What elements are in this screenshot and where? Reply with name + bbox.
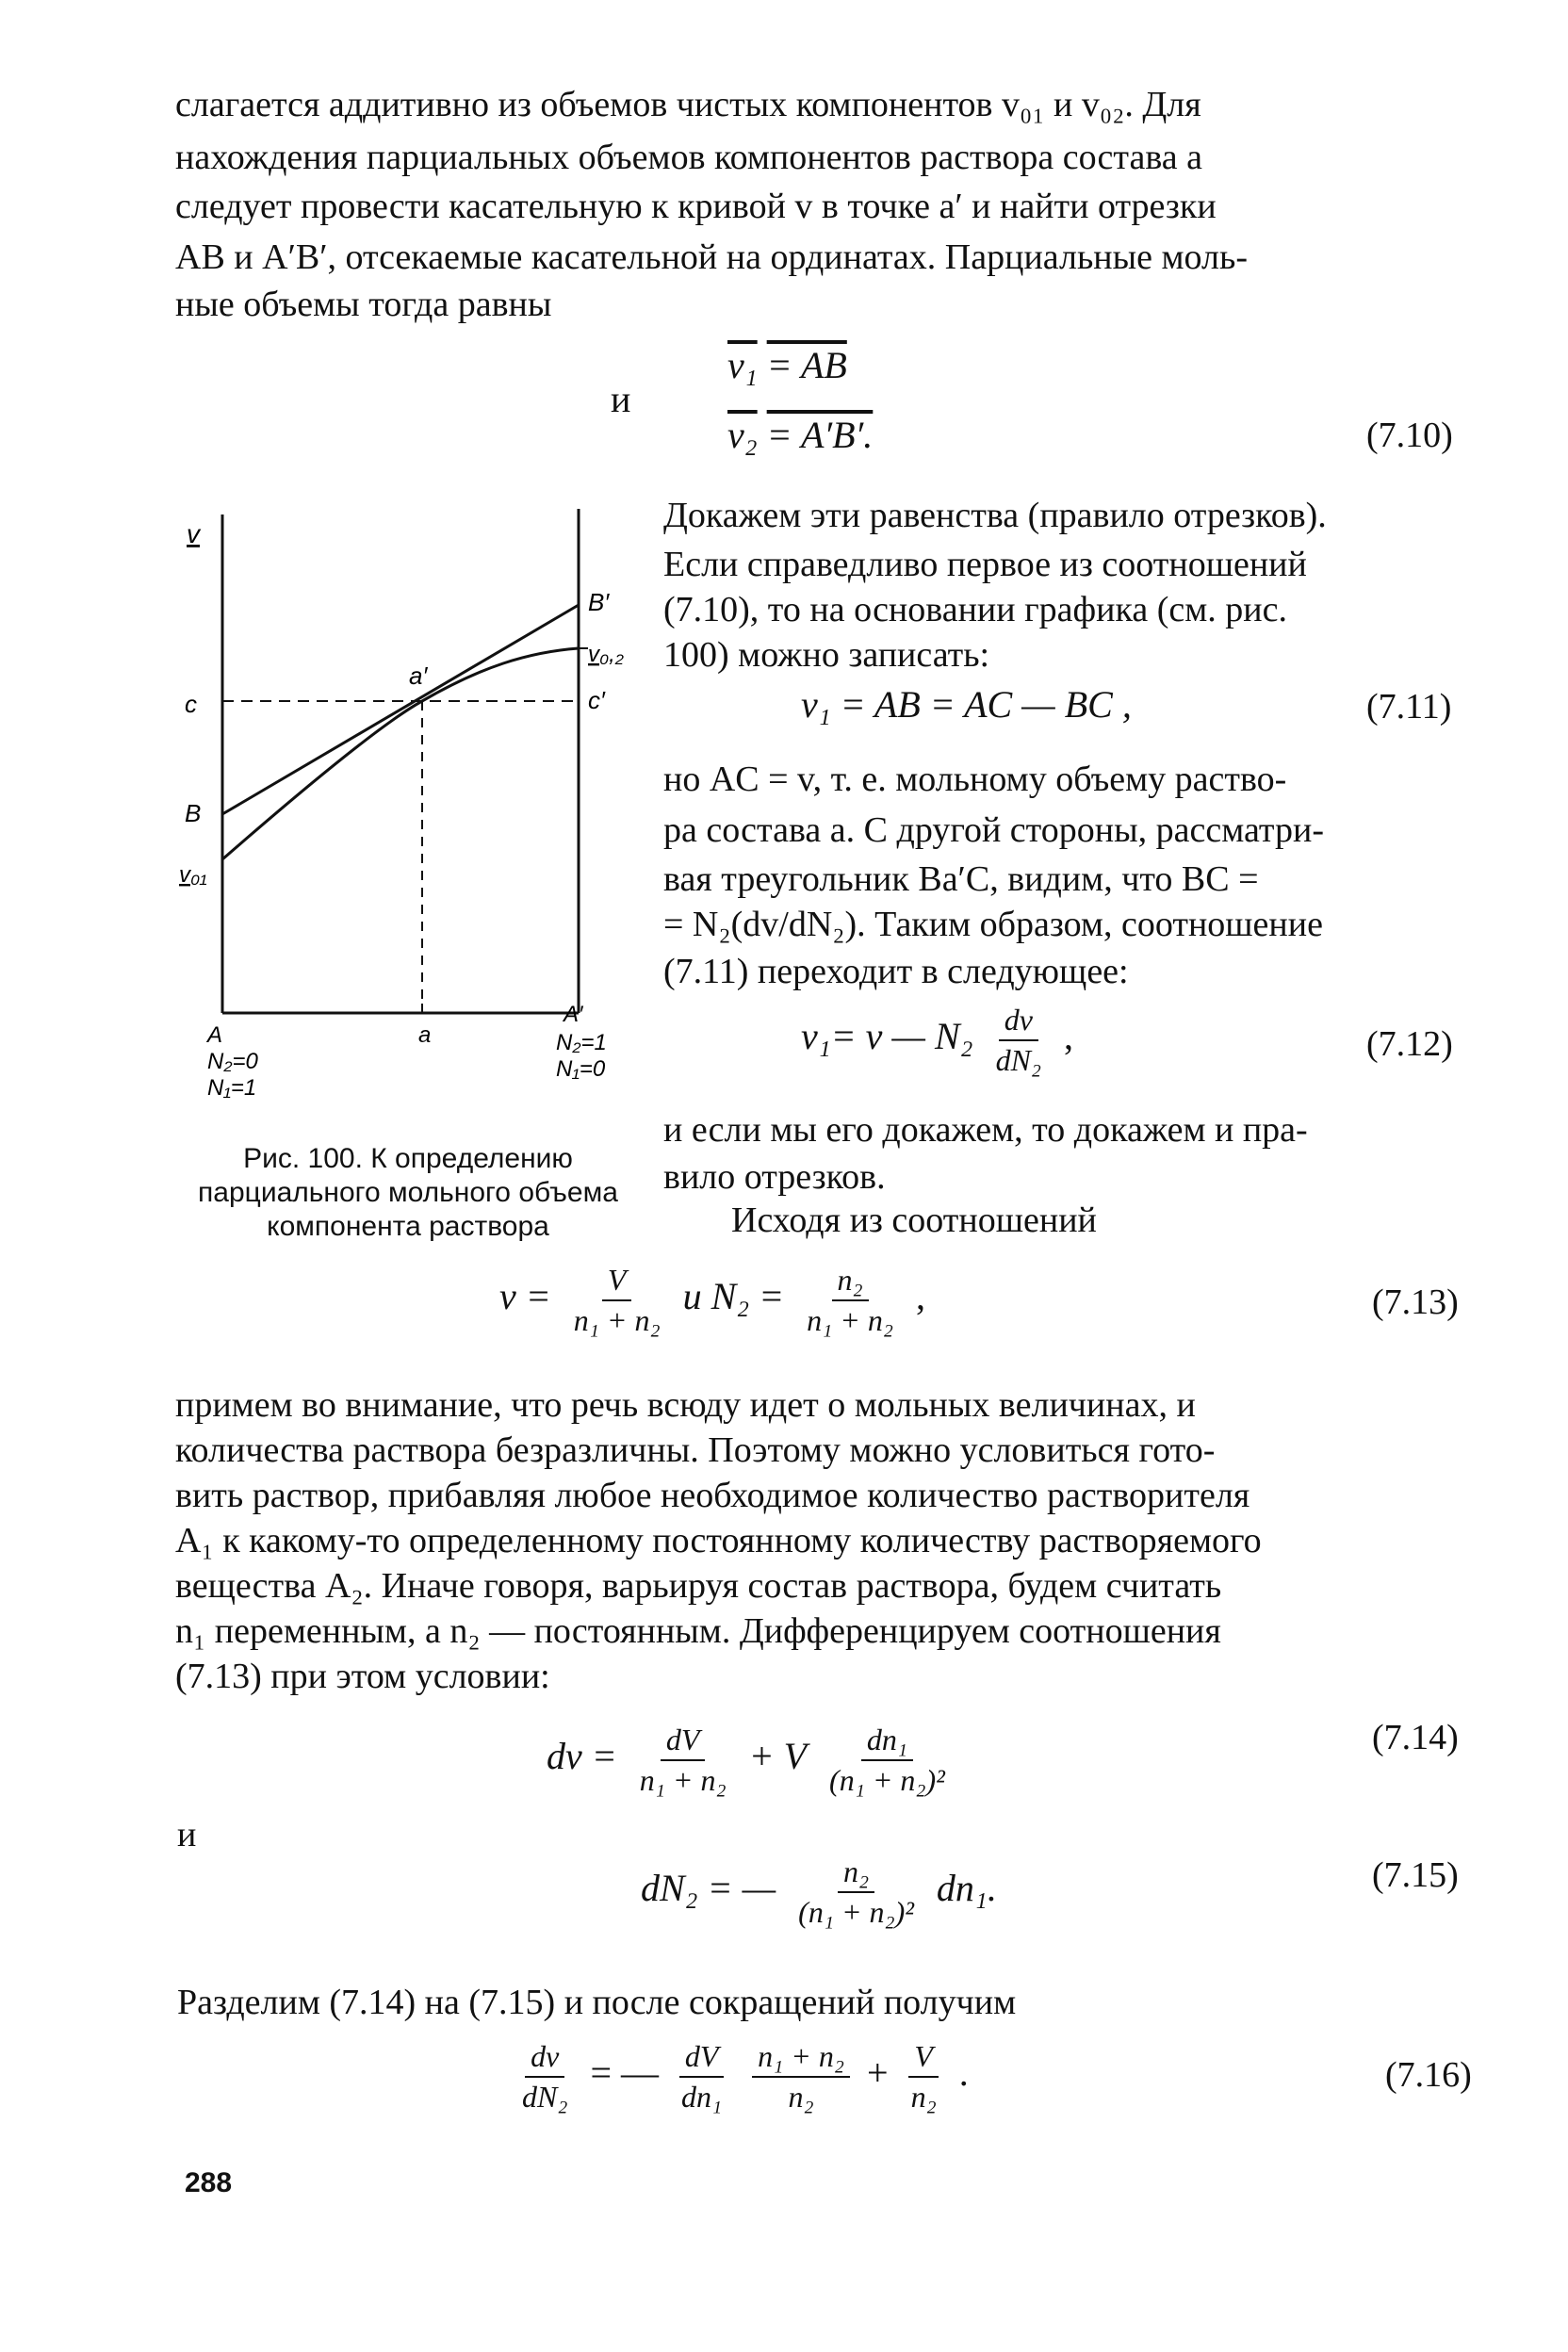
label-N2-1: N₂=1 bbox=[556, 1030, 607, 1055]
rc-p3-l2: вило отрезков. bbox=[663, 1157, 886, 1197]
rc-p1-l1: Докажем эти равенства (правило отрезков). bbox=[663, 496, 1327, 535]
rc-p2-l5: (7.11) переходит в следующее: bbox=[663, 952, 1129, 991]
rc-p1-l3: (7.10), то на основании графика (см. рис. bbox=[663, 590, 1288, 629]
eq-7-10-line1: v₁ = AB bbox=[727, 344, 847, 386]
eq-7-13: v = $\frac{V}{\text{n₁ + n₂}}$ и N₂ = $\frac{\text{n₂}}{\text{n₁ + n₂}}$ , bbox=[499, 1263, 926, 1337]
eq-7-14-number: (7.14) bbox=[1372, 1718, 1459, 1757]
label-N1-1: N₁=1 bbox=[207, 1075, 257, 1101]
label-a-prime: a′ bbox=[409, 662, 428, 690]
intro-line-3: следует провести касательную к кривой v в точке a′ и найти отрезки bbox=[175, 187, 1217, 226]
eq-7-11-number: (7.11) bbox=[1366, 687, 1452, 727]
body2-l7: (7.13) при этом условии: bbox=[175, 1657, 550, 1696]
label-v02: v₀,₂ bbox=[588, 642, 624, 667]
label-B-prime: B′ bbox=[588, 588, 610, 616]
rc-p1-l2: Если справедливо первое из соотношений bbox=[663, 545, 1307, 584]
rc-p2-l3: вая треугольник Ba′C, видим, что BC = bbox=[663, 859, 1259, 899]
intro-line-5: ные объемы тогда равны bbox=[175, 285, 552, 324]
rc-p2-l4: = N₂(dv/dN₂). Таким образом, соотношение bbox=[663, 905, 1323, 944]
eq-7-12-number: (7.12) bbox=[1366, 1024, 1453, 1064]
eq-7-12: v₁= v — N₂ $\frac{dv}{\text{dN₂}}$ , bbox=[801, 1003, 1074, 1077]
eq-7-11: v₁ = AB = AC — BC , bbox=[801, 683, 1132, 726]
rc-p2-l1: но AC = v, т. е. мольному объему раство- bbox=[663, 760, 1287, 799]
eq-7-15: dN₂ = — $\frac{\text{n₂}}{\text{(n₁ + n₂)²}}$ dn₁. bbox=[641, 1854, 997, 1929]
label-B: B bbox=[185, 799, 202, 827]
eq-7-10-number: (7.10) bbox=[1366, 416, 1453, 455]
body2-l2: количества раствора безразличны. Поэтому можно условиться гото- bbox=[175, 1430, 1216, 1470]
eq-7-13-number: (7.13) bbox=[1372, 1282, 1459, 1322]
intro-line-2: нахождения парциальных объемов компонентов раствора состава a bbox=[175, 138, 1202, 177]
eq-7-14: dv = $\frac{dV}{\text{n₁ + n₂}}$ + V $\frac{\text{dn₁}}{\text{(n₁ + n₂)²}}$ bbox=[547, 1723, 945, 1797]
label-c: c bbox=[185, 690, 197, 718]
divide-text: Разделим (7.14) на (7.15) и после сокращений получим bbox=[177, 1983, 1017, 2022]
label-A-prime: A′ bbox=[564, 1002, 583, 1027]
volume-curve bbox=[222, 648, 579, 859]
body2-l6: n₁ переменным, а n₂ — постоянным. Дифференцируем соотношения bbox=[175, 1611, 1221, 1651]
label-y-axis: v bbox=[187, 519, 200, 548]
label-v01: v₀₁ bbox=[179, 862, 207, 888]
tangent-line bbox=[222, 605, 579, 814]
body2-l4: A₁ к какому-то определенному постоянному количеству растворяемого bbox=[175, 1521, 1262, 1560]
label-N1-0: N₁=0 bbox=[556, 1056, 606, 1082]
label-N2-0: N₂=0 bbox=[207, 1049, 258, 1074]
conj-and: и bbox=[177, 1815, 197, 1854]
body2-l5: вещества A₂. Иначе говоря, варьируя состав раствора, будем считать bbox=[175, 1566, 1222, 1606]
figure-caption: Рис. 100. К определению парциального мольного объема компонента раствора bbox=[198, 1143, 618, 1242]
rc-p3-l3: Исходя из соотношений bbox=[731, 1200, 1097, 1240]
eq-7-10-conj: и bbox=[611, 378, 631, 420]
eq-7-15-number: (7.15) bbox=[1372, 1855, 1459, 1895]
body2-l3: вить раствор, прибавляя любое необходимое количество растворителя bbox=[175, 1476, 1250, 1515]
eq-7-16-number: (7.16) bbox=[1385, 2055, 1472, 2095]
figure-100 bbox=[170, 499, 660, 1102]
rc-p3-l1: и если мы его докажем, то докажем и пра- bbox=[663, 1110, 1308, 1150]
label-A: A bbox=[207, 1022, 223, 1048]
page-number: 288 bbox=[185, 2167, 233, 2198]
rc-p1-l4: 100) можно записать: bbox=[663, 635, 990, 675]
label-c-prime: c′ bbox=[588, 686, 605, 714]
rc-p2-l2: ра состава a. С другой стороны, рассматри- bbox=[663, 810, 1324, 850]
label-a: a bbox=[418, 1022, 432, 1048]
eq-7-10-line2: v₂ = A′B′. bbox=[727, 414, 874, 456]
body2-l1: примем во внимание, что речь всюду идет о мольных величинах, и bbox=[175, 1385, 1196, 1425]
intro-line-1: слагается аддитивно из объемов чистых компонентов v₀₁ и v₀₂. Для bbox=[175, 85, 1201, 124]
eq-7-16: $\frac{dv}{\text{dN₂}}$ = — $\frac{dV}{\text{dn₁}}$ $\frac{\text{n₁ + n₂}}{\text{n₂}}$ + $\frac{V}{\text{n₂}}$ . bbox=[522, 2039, 969, 2114]
intro-line-4: AB и A′B′, отсекаемые касательной на ординатах. Парциальные моль- bbox=[175, 237, 1248, 277]
